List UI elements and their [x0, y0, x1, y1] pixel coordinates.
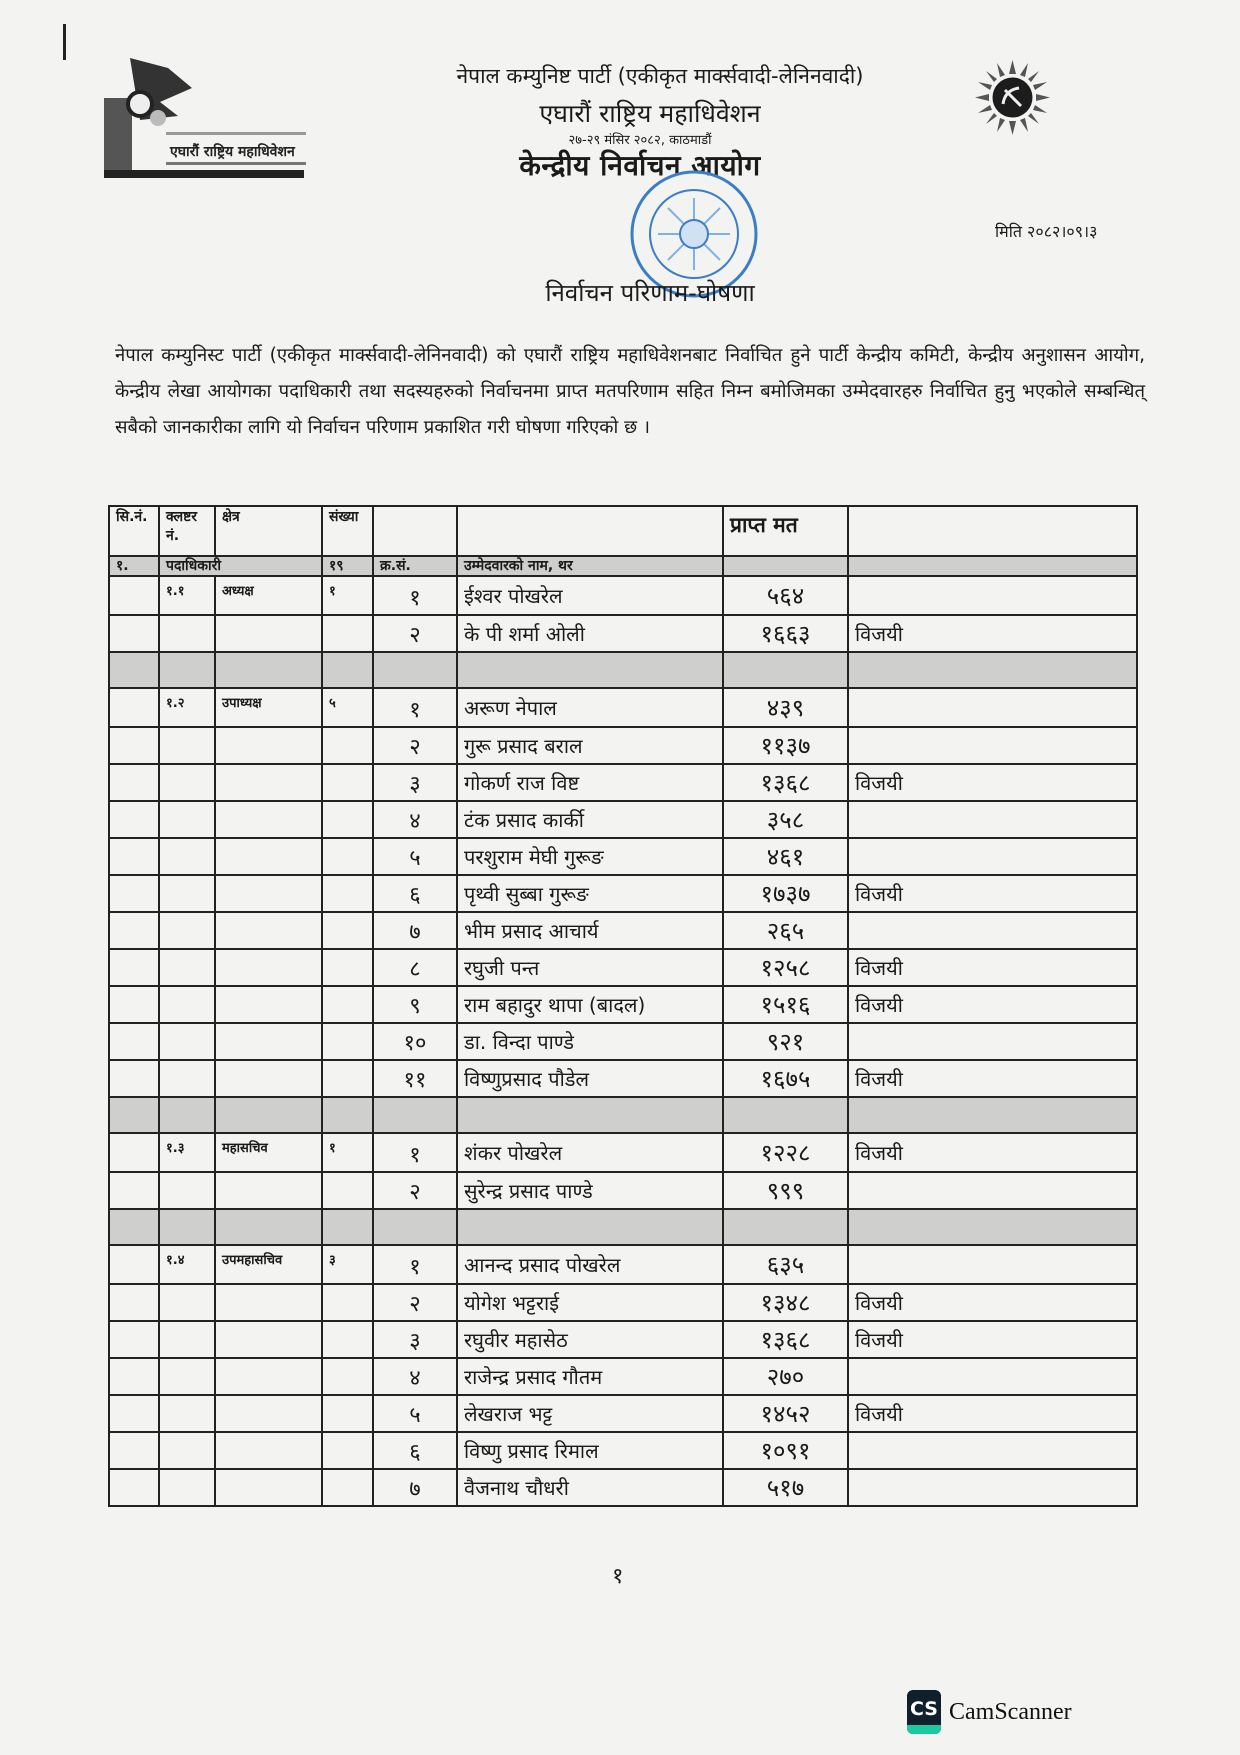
count-blank [322, 912, 373, 949]
sn-cell [109, 1469, 159, 1506]
cluster-blank [159, 838, 215, 875]
candidate-status [848, 688, 1137, 727]
candidate-status: विजयी [848, 615, 1137, 652]
separator-cell [723, 652, 848, 688]
table-row [109, 1321, 1137, 1358]
header-area: क्षेत्र [215, 506, 322, 556]
table-row [109, 764, 1137, 801]
sn-cell [109, 764, 159, 801]
candidate-status: विजयी [848, 764, 1137, 801]
post-blank [215, 1284, 322, 1321]
section-row [109, 556, 1137, 576]
candidate-votes: ९९९ [723, 1172, 848, 1209]
candidate-name: गोकर्ण राज विष्ट [457, 764, 723, 801]
candidate-serial: ३ [373, 764, 457, 801]
cluster-blank [159, 912, 215, 949]
sn-cell [109, 949, 159, 986]
cluster-blank [159, 801, 215, 838]
count-blank [322, 1060, 373, 1097]
camscanner-name: CamScanner [949, 1698, 1072, 1725]
candidate-votes: १३४८ [723, 1284, 848, 1321]
post-name: उपमहासचिव [215, 1245, 322, 1284]
post-blank [215, 1358, 322, 1395]
candidate-status [848, 1023, 1137, 1060]
table-row [109, 727, 1137, 764]
convention-dates: २७-२९ मंसिर २०८२, काठमाडौं [568, 133, 712, 148]
candidate-serial: ७ [373, 1469, 457, 1506]
candidate-votes: १६६३ [723, 615, 848, 652]
candidate-serial: १० [373, 1023, 457, 1060]
sn-cell [109, 1060, 159, 1097]
post-blank [215, 1060, 322, 1097]
margin-mark [63, 24, 66, 60]
separator-cell [109, 1097, 159, 1133]
separator-cell [373, 652, 457, 688]
candidate-status [848, 1432, 1137, 1469]
sn-cell [109, 1023, 159, 1060]
count-blank [322, 764, 373, 801]
candidate-votes: १६७५ [723, 1060, 848, 1097]
table-row [109, 1133, 1137, 1172]
cluster-blank [159, 764, 215, 801]
candidate-votes: १५१६ [723, 986, 848, 1023]
candidate-name: सुरेन्द्र प्रसाद पाण्डे [457, 1172, 723, 1209]
post-blank [215, 727, 322, 764]
cluster-blank [159, 875, 215, 912]
cluster-blank [159, 727, 215, 764]
candidate-votes: १०९१ [723, 1432, 848, 1469]
candidate-votes: ६३५ [723, 1245, 848, 1284]
sn-cell [109, 912, 159, 949]
sn-cell [109, 1284, 159, 1321]
sn-cell [109, 1245, 159, 1284]
candidate-votes: ३५८ [723, 801, 848, 838]
separator-cell [322, 1209, 373, 1245]
cluster-blank [159, 1172, 215, 1209]
cluster-no: १.३ [159, 1133, 215, 1172]
camscanner-logo-icon: CS [907, 1690, 941, 1734]
candidate-status [848, 838, 1137, 875]
table-row [109, 1060, 1137, 1097]
table-row [109, 949, 1137, 986]
sn-cell [109, 576, 159, 615]
candidate-status: विजयी [848, 1060, 1137, 1097]
candidate-votes: १४५२ [723, 1395, 848, 1432]
table-row [109, 1432, 1137, 1469]
separator-cell [373, 1097, 457, 1133]
separator-cell [322, 1097, 373, 1133]
header-cluster: क्लष्टर नं. [159, 506, 215, 556]
count-blank [322, 1172, 373, 1209]
post-blank [215, 1395, 322, 1432]
announcement-paragraph: नेपाल कम्युनिस्ट पार्टी (एकीकृत मार्क्सवादी-लेनिनवादी) को एघारौं राष्ट्रिय महाधिवेशनबाट निर्वाचित हुने पार्टी केन्द्रीय कमिटी, केन्द्रीय अनुशासन आयोग, केन्द्रीय लेखा आयोगका पदाधिकारी तथा सदस्यहरुको निर्वाचनमा प्राप्त मतपरिणाम सहित निम्न बमोजिमका उम्मेदवारहरु निर्वाचित हुनु भएकोले सम्बन्धित् सबैको जानकारीका लागि यो निर्वाचन परिणाम प्रकाशित गरी घोषणा गरिएको छ । [115, 345, 1145, 438]
table-row [109, 688, 1137, 727]
separator-cell [215, 1097, 322, 1133]
candidate-serial: २ [373, 727, 457, 764]
candidate-status: विजयी [848, 1395, 1137, 1432]
seat-count: १ [322, 576, 373, 615]
candidate-serial: ७ [373, 912, 457, 949]
candidate-name: डा. विन्दा पाण्डे [457, 1023, 723, 1060]
candidate-serial: १ [373, 1133, 457, 1172]
count-blank [322, 838, 373, 875]
candidate-serial: ६ [373, 875, 457, 912]
section-blank [723, 556, 848, 576]
candidate-serial: १ [373, 688, 457, 727]
candidate-serial: ३ [373, 1321, 457, 1358]
cluster-no: १.२ [159, 688, 215, 727]
candidate-status: विजयी [848, 1284, 1137, 1321]
section-blank [848, 556, 1137, 576]
sn-cell [109, 1395, 159, 1432]
candidate-votes: १३६८ [723, 764, 848, 801]
candidate-status: विजयी [848, 1133, 1137, 1172]
candidate-votes: १२२८ [723, 1133, 848, 1172]
sn-cell [109, 1358, 159, 1395]
count-blank [322, 1395, 373, 1432]
sn-cell [109, 727, 159, 764]
candidate-status [848, 576, 1137, 615]
convention-title: एघारौं राष्ट्रिय महाधिवेशन [539, 99, 761, 128]
post-blank [215, 838, 322, 875]
sn-cell [109, 1133, 159, 1172]
candidate-status [848, 1358, 1137, 1395]
candidate-serial: २ [373, 1172, 457, 1209]
commission-name: केन्द्रीय निर्वाचन आयोग [519, 149, 761, 182]
sn-cell [109, 1172, 159, 1209]
candidate-votes: १२५८ [723, 949, 848, 986]
header-blank [373, 506, 457, 556]
table-row [109, 1245, 1137, 1284]
cluster-no: १.१ [159, 576, 215, 615]
party-name: नेपाल कम्युनिष्ट पार्टी (एकीकृत मार्क्सवादी-लेनिनवादी) [456, 64, 864, 88]
candidate-name: अरूण नेपाल [457, 688, 723, 727]
separator-cell [215, 652, 322, 688]
candidate-votes: ९२१ [723, 1023, 848, 1060]
candidate-name: राम बहादुर थापा (बादल) [457, 986, 723, 1023]
cluster-blank [159, 986, 215, 1023]
candidate-votes: ४३९ [723, 688, 848, 727]
seat-count: १ [322, 1133, 373, 1172]
sn-cell [109, 875, 159, 912]
sn-cell [109, 1432, 159, 1469]
cluster-blank [159, 949, 215, 986]
post-blank [215, 1023, 322, 1060]
candidate-name: आनन्द प्रसाद पोखरेल [457, 1245, 723, 1284]
candidate-serial: ११ [373, 1060, 457, 1097]
separator-cell [723, 1209, 848, 1245]
candidate-status: विजयी [848, 949, 1137, 986]
document-date: मिति २०८२।०९।३ [995, 222, 1098, 241]
separator-cell [373, 1209, 457, 1245]
candidate-serial: ५ [373, 838, 457, 875]
candidate-serial: ८ [373, 949, 457, 986]
results-table [108, 505, 1138, 1507]
separator-cell [723, 1097, 848, 1133]
candidate-serial: १ [373, 1245, 457, 1284]
table-row [109, 875, 1137, 912]
table-row [109, 1284, 1137, 1321]
candidate-serial: १ [373, 576, 457, 615]
separator-cell [159, 1209, 215, 1245]
header-votes: प्राप्त मत [723, 506, 848, 556]
table-row [109, 1395, 1137, 1432]
candidate-name: टंक प्रसाद कार्की [457, 801, 723, 838]
candidate-name: योगेश भट्टराई [457, 1284, 723, 1321]
sn-cell [109, 986, 159, 1023]
logo-text: एघारौं राष्ट्रिय महाधिवेशन [170, 144, 295, 160]
header-blank [457, 506, 723, 556]
document-title: निर्वाचन परिणाम-घोषणा [545, 279, 755, 307]
table-row [109, 1358, 1137, 1395]
count-blank [322, 801, 373, 838]
candidate-serial: ४ [373, 1358, 457, 1395]
post-blank [215, 1321, 322, 1358]
count-blank [322, 1321, 373, 1358]
candidate-name: लेखराज भट्ट [457, 1395, 723, 1432]
separator-cell [159, 652, 215, 688]
candidate-status [848, 1245, 1137, 1284]
section-count: १९ [322, 556, 373, 576]
candidate-name: विष्णुप्रसाद पौडेल [457, 1060, 723, 1097]
candidate-name: वैजनाथ चौधरी [457, 1469, 723, 1506]
separator-cell [457, 1209, 723, 1245]
post-blank [215, 1469, 322, 1506]
post-blank [215, 764, 322, 801]
table-row [109, 1172, 1137, 1209]
candidate-status [848, 1172, 1137, 1209]
candidate-votes: ११३७ [723, 727, 848, 764]
post-name: उपाध्यक्ष [215, 688, 322, 727]
candidate-name: शंकर पोखरेल [457, 1133, 723, 1172]
separator-row [109, 1209, 1137, 1245]
cluster-no: १.४ [159, 1245, 215, 1284]
count-blank [322, 1432, 373, 1469]
candidate-votes: ५६४ [723, 576, 848, 615]
page-number: १ [612, 1564, 624, 1589]
candidate-votes: १७३७ [723, 875, 848, 912]
candidate-status: विजयी [848, 875, 1137, 912]
candidate-votes: २६५ [723, 912, 848, 949]
post-blank [215, 875, 322, 912]
table-row [109, 1023, 1137, 1060]
separator-cell [215, 1209, 322, 1245]
candidate-name: भीम प्रसाद आचार्य [457, 912, 723, 949]
count-blank [322, 875, 373, 912]
candidate-votes: २७० [723, 1358, 848, 1395]
cluster-blank [159, 1284, 215, 1321]
table-row [109, 912, 1137, 949]
candidate-serial: ४ [373, 801, 457, 838]
sn-cell [109, 615, 159, 652]
separator-row [109, 652, 1137, 688]
candidate-status [848, 801, 1137, 838]
post-blank [215, 615, 322, 652]
seat-count: ५ [322, 688, 373, 727]
separator-cell [322, 652, 373, 688]
sn-cell [109, 1321, 159, 1358]
cluster-blank [159, 1395, 215, 1432]
candidate-serial: ५ [373, 1395, 457, 1432]
candidate-serial: २ [373, 615, 457, 652]
candidate-serial: २ [373, 1284, 457, 1321]
candidate-status [848, 1469, 1137, 1506]
count-blank [322, 1023, 373, 1060]
sn-cell [109, 801, 159, 838]
count-blank [322, 949, 373, 986]
cluster-blank [159, 1469, 215, 1506]
candidate-serial: ९ [373, 986, 457, 1023]
candidate-status [848, 727, 1137, 764]
cluster-blank [159, 1432, 215, 1469]
candidate-name: राजेन्द्र प्रसाद गौतम [457, 1358, 723, 1395]
section-name: पदाधिकारी [159, 556, 322, 576]
candidate-name: ईश्वर पोखरेल [457, 576, 723, 615]
sn-cell [109, 688, 159, 727]
candidate-serial: ६ [373, 1432, 457, 1469]
candidate-status [848, 912, 1137, 949]
post-blank [215, 1172, 322, 1209]
count-blank [322, 727, 373, 764]
table-header-row [109, 506, 1137, 556]
separator-cell [848, 1097, 1137, 1133]
table-row [109, 801, 1137, 838]
candidate-name: परशुराम मेघी गुरूङ [457, 838, 723, 875]
candidate-votes: ५१७ [723, 1469, 848, 1506]
separator-cell [159, 1097, 215, 1133]
section-serial-label: क्र.सं. [373, 556, 457, 576]
table-row [109, 986, 1137, 1023]
separator-cell [109, 1209, 159, 1245]
cluster-blank [159, 1321, 215, 1358]
separator-cell [109, 652, 159, 688]
cluster-blank [159, 1060, 215, 1097]
seat-count: ३ [322, 1245, 373, 1284]
post-blank [215, 986, 322, 1023]
count-blank [322, 986, 373, 1023]
post-blank [215, 1432, 322, 1469]
section-sn: १. [109, 556, 159, 576]
candidate-status: विजयी [848, 1321, 1137, 1358]
candidate-votes: १३६८ [723, 1321, 848, 1358]
post-name: महासचिव [215, 1133, 322, 1172]
separator-cell [848, 1209, 1137, 1245]
post-blank [215, 949, 322, 986]
cluster-blank [159, 615, 215, 652]
cluster-blank [159, 1358, 215, 1395]
candidate-votes: ४६१ [723, 838, 848, 875]
cluster-blank [159, 1023, 215, 1060]
candidate-status: विजयी [848, 986, 1137, 1023]
table-row [109, 838, 1137, 875]
section-candidate-label: उम्मेदवारको नाम, थर [457, 556, 723, 576]
header-count: संख्या [322, 506, 373, 556]
post-blank [215, 912, 322, 949]
candidate-name: रघुजी पन्त [457, 949, 723, 986]
post-name: अध्यक्ष [215, 576, 322, 615]
header-sn: सि.नं. [109, 506, 159, 556]
camscanner-watermark [907, 1690, 1072, 1734]
separator-cell [457, 652, 723, 688]
separator-cell [848, 652, 1137, 688]
table-row [109, 1469, 1137, 1506]
sn-cell [109, 838, 159, 875]
count-blank [322, 1469, 373, 1506]
table-row [109, 576, 1137, 615]
count-blank [322, 1284, 373, 1321]
candidate-name: रघुवीर महासेठ [457, 1321, 723, 1358]
separator-cell [457, 1097, 723, 1133]
count-blank [322, 615, 373, 652]
candidate-name: विष्णु प्रसाद रिमाल [457, 1432, 723, 1469]
candidate-name: पृथ्वी सुब्बा गुरूङ [457, 875, 723, 912]
separator-row [109, 1097, 1137, 1133]
header-blank [848, 506, 1137, 556]
post-blank [215, 801, 322, 838]
table-row [109, 615, 1137, 652]
count-blank [322, 1358, 373, 1395]
candidate-name: गुरू प्रसाद बराल [457, 727, 723, 764]
candidate-name: के पी शर्मा ओली [457, 615, 723, 652]
